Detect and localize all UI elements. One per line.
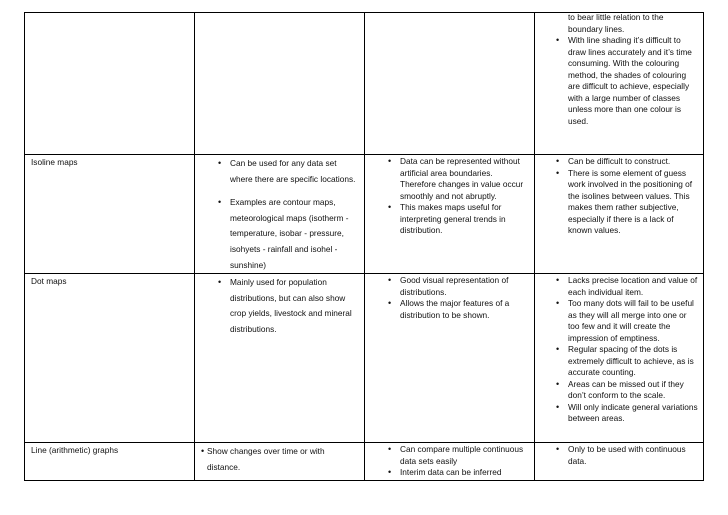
list-item-text: Mainly used for population distributions, but can also show crop yields, livestock and mineral distributions. [230,277,352,334]
row-label: Line (arithmetic) graphs [25,443,195,481]
list-item [568,298,699,344]
list-item [400,275,530,298]
table-row [25,155,704,274]
advantages-cell [365,274,535,443]
list-item [400,202,530,237]
uses-cell [195,13,365,155]
disadvantages-cell [535,443,704,481]
list-item-text: Too many dots will fail to be useful as they will all merge into one or too few and it will create the impression of emptiness. [568,298,694,343]
list-item [568,13,699,36]
uses-cell [195,155,365,274]
list-item [400,467,530,479]
list-item [207,444,358,475]
map-types-table [24,12,704,481]
list-item [568,402,699,425]
disadvantages-cell [535,155,704,274]
list-item [400,444,530,467]
list-item-text: Lacks precise location and value of each individual item. [568,275,698,297]
list-item [568,379,699,402]
advantages-cell [365,13,535,155]
list-item-text: Examples are contour maps, meteorological maps (isotherm - temperature, isobar - pressure, isohyets - rainfall and isohel - sunshine) [230,197,349,270]
list-item [568,275,699,298]
list-item-text: Allows the major features of a distribution to be shown. [400,298,510,320]
list-item [568,156,699,168]
list-item-text: Can be used for any data set where there are specific locations. [230,158,356,184]
list-item-text: Data can be represented without artificial area boundaries. Therefore changes in value occur smoothly and not abruptly. [400,156,524,201]
table-row [25,443,704,481]
table-row [25,274,704,443]
list-item-text: Can be difficult to construct. [568,156,671,166]
disadvantages-cell [535,13,704,155]
row-label: Dot maps [25,274,195,443]
list-item-text: Interim data can be inferred [400,467,502,478]
row-label [25,13,195,155]
list-item-text: Will only indicate general variations between areas. [568,401,698,424]
disadvantages-cell [535,274,704,443]
list-item [400,156,530,202]
list-item [568,35,699,127]
list-item [568,444,699,467]
uses-cell [195,443,365,481]
list-item [230,195,358,273]
table-row [25,13,704,155]
list-item-text: Can compare multiple continuous data sets easily [400,444,524,466]
list-item [230,275,358,337]
list-item-text: This makes maps useful for interpreting general trends in distribution. [400,202,506,235]
list-item-text: Areas can be missed out if they don’t conform to the scale. [568,378,684,401]
list-item-text: With line shading it’s difficult to draw lines accurately and it’s time consuming. With the colouring method, the shades of colouring are difficult to achieve, especially with a large number of classes unless more than one colour is used. [568,35,692,126]
list-item [568,168,699,237]
list-item [400,298,530,321]
list-item [568,344,699,379]
list-item [230,156,358,187]
list-item-text: Good visual representation of distributions. [400,275,509,297]
list-item-text: Show changes over time or with distance. [207,446,325,472]
list-item-text: There is some element of guess work involved in the positioning of the isolines between values. This makes them rather subjective, especially if there is a lack of known values. [568,167,693,235]
uses-cell [195,274,365,443]
row-label: Isoline maps [25,155,195,274]
list-item-text: Regular spacing of the dots is extremely difficult to achieve, as is accurate counting. [568,344,694,378]
advantages-cell [365,155,535,274]
list-item-text: to bear little relation to the boundary lines. [568,12,664,34]
advantages-cell [365,443,535,481]
list-item-text: Only to be used with continuous data. [568,444,686,466]
